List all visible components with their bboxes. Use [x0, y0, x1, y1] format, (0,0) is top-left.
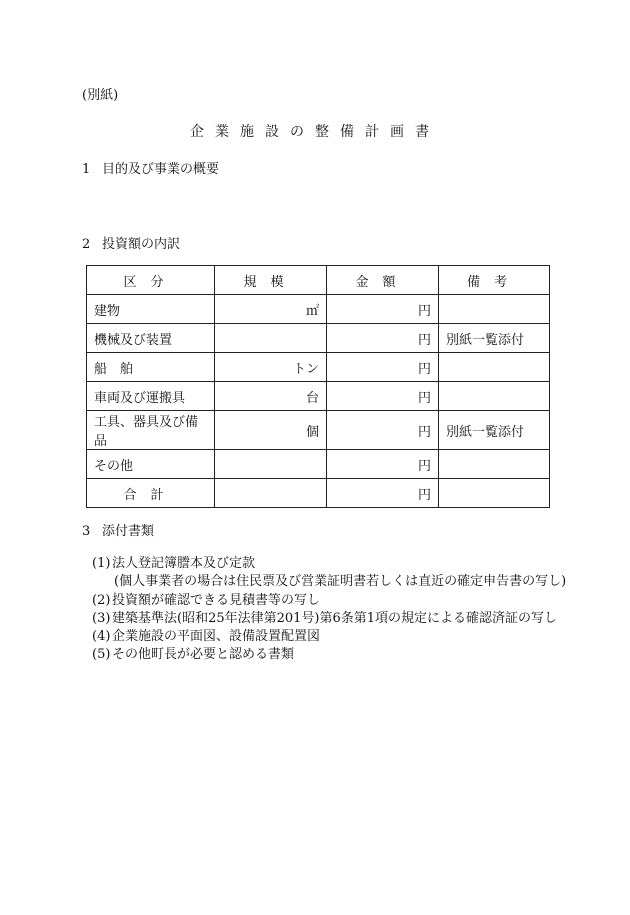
item-marker: (5) — [92, 647, 111, 663]
row-category: 機械及び装置 — [87, 324, 215, 353]
header-amount: 金額 — [327, 266, 439, 295]
table-row — [87, 382, 550, 411]
table-header-row — [87, 266, 550, 295]
row-scale: 台 — [215, 382, 327, 411]
item-text: 企業施設の平面図、設備設置配置図 — [112, 629, 321, 645]
item-text: 投資額が確認できる見積書等の写し — [112, 592, 321, 608]
list-item — [92, 592, 566, 610]
section-attachments-heading — [82, 520, 154, 539]
row-scale — [215, 450, 327, 479]
row-amount: 円 — [327, 411, 439, 450]
item-marker: (4) — [92, 629, 111, 645]
section-purpose-heading — [82, 158, 219, 177]
total-label: 合計 — [87, 479, 215, 508]
row-note — [439, 295, 550, 324]
table-row — [87, 324, 550, 353]
row-category: その他 — [87, 450, 215, 479]
row-amount: 円 — [327, 324, 439, 353]
row-amount: 円 — [327, 382, 439, 411]
item-text: 建築基準法(昭和25年法律第201号)第6条第1項の規定による確認済証の写し — [112, 610, 558, 626]
row-note — [439, 382, 550, 411]
table-row — [87, 411, 550, 450]
section-label: 添付書類 — [102, 524, 155, 539]
row-scale: 個 — [215, 411, 327, 450]
section-investment-heading — [82, 233, 180, 252]
annex-label: (別紙) — [82, 88, 119, 103]
list-item — [92, 646, 566, 664]
table-row — [87, 353, 550, 382]
item-text: 法人登記簿謄本及び定款 — [112, 556, 256, 571]
section-number: 3 — [82, 524, 91, 539]
row-note — [439, 450, 550, 479]
document-title: 企業施設の整備計画書 — [190, 124, 440, 140]
row-scale — [215, 324, 327, 353]
item-marker: (3) — [92, 610, 111, 626]
row-amount: 円 — [327, 450, 439, 479]
investment-table — [86, 265, 550, 508]
attachments-list — [92, 555, 566, 665]
section-number: 2 — [82, 237, 91, 252]
header-category: 区分 — [87, 266, 215, 295]
row-scale: ㎡ — [215, 295, 327, 324]
section-label: 目的及び事業の概要 — [102, 162, 220, 177]
list-item — [92, 628, 566, 646]
table-row — [87, 450, 550, 479]
row-category: 車両及び運搬具 — [87, 382, 215, 411]
list-item — [92, 555, 566, 573]
section-label: 投資額の内訳 — [102, 237, 181, 252]
item-marker: (2) — [92, 592, 111, 608]
section-number: 1 — [82, 162, 91, 177]
item-text: その他町長が必要と認める書類 — [112, 647, 295, 663]
table-total-row — [87, 479, 550, 508]
row-note: 別紙一覧添付 — [439, 324, 550, 353]
list-item-note: (個人事業者の場合は住民票及び営業証明書若しくは直近の確定申告書の写し) — [114, 574, 567, 590]
row-scale: トン — [215, 353, 327, 382]
row-amount: 円 — [327, 353, 439, 382]
row-category: 船 舶 — [87, 353, 215, 382]
header-scale: 規模 — [215, 266, 327, 295]
total-amount: 円 — [327, 479, 439, 508]
row-note — [439, 353, 550, 382]
table-row — [87, 295, 550, 324]
row-note: 別紙一覧添付 — [439, 411, 550, 450]
total-scale — [215, 479, 327, 508]
header-note: 備考 — [439, 266, 550, 295]
total-note — [439, 479, 550, 508]
row-category: 工具、器具及び備品 — [87, 411, 215, 450]
list-item — [92, 610, 566, 628]
item-marker: (1) — [92, 556, 111, 571]
row-category: 建物 — [87, 295, 215, 324]
row-amount: 円 — [327, 295, 439, 324]
